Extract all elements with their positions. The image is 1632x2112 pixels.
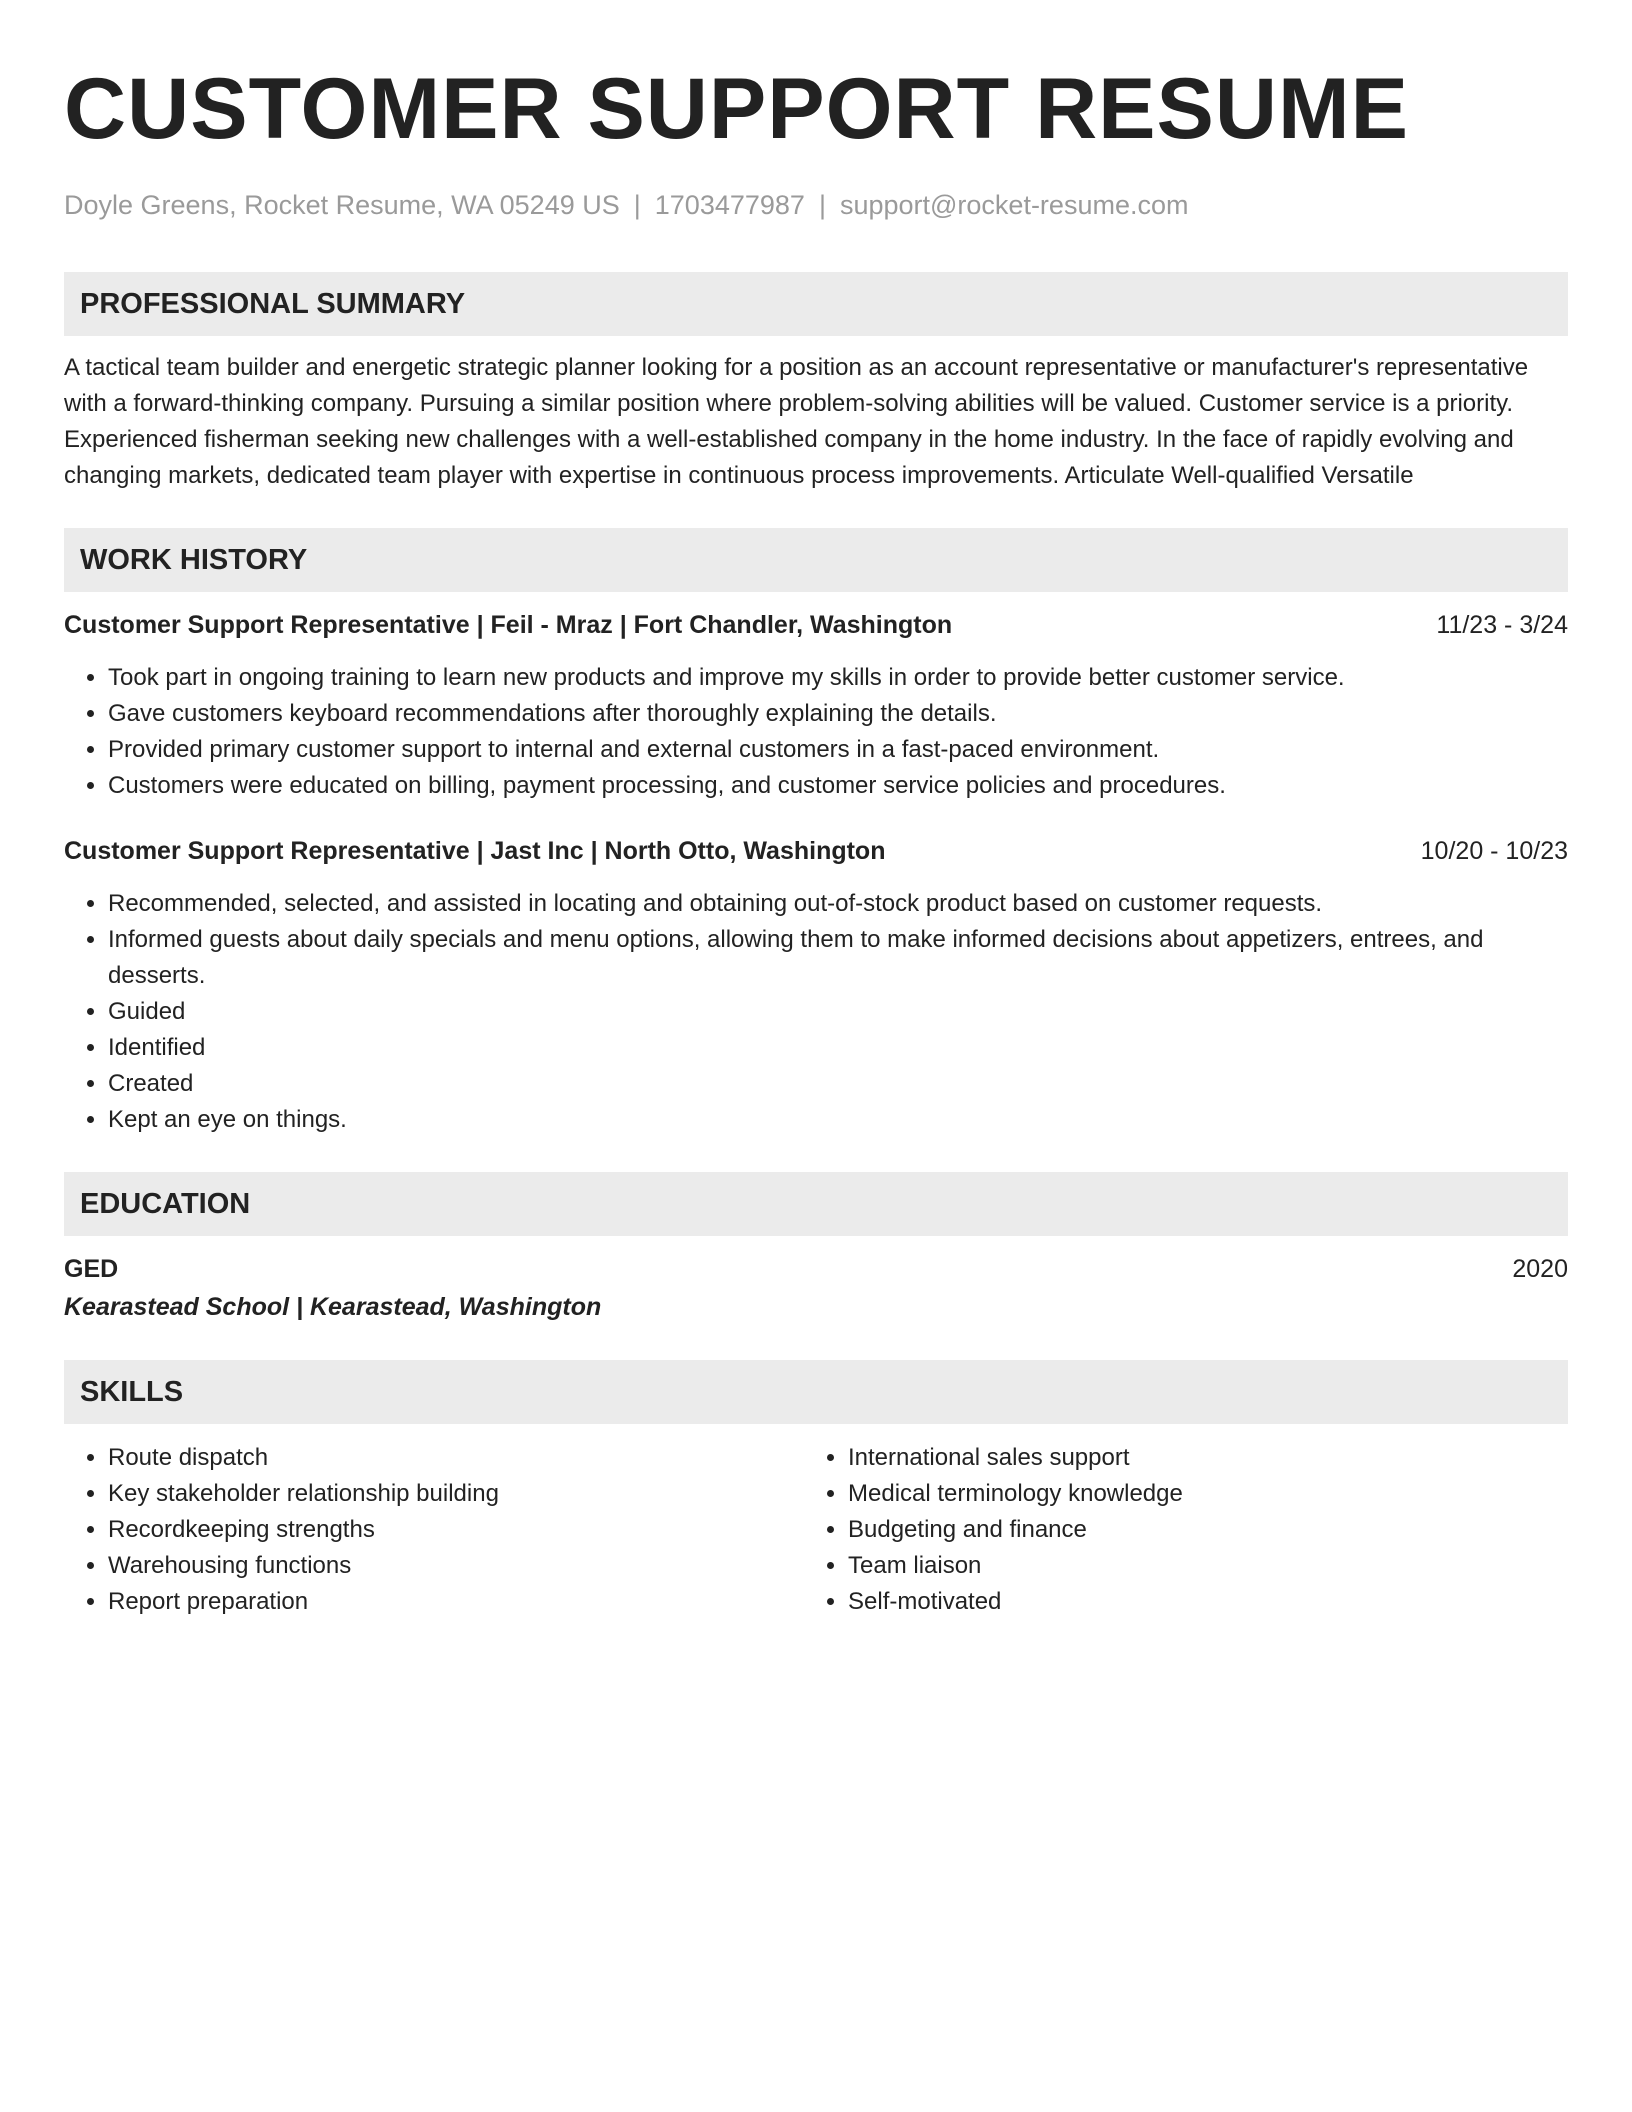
job-bullet: • Took part in ongoing training to learn new products and improve my skills in order to provide better customer service. bbox=[108, 660, 1568, 696]
job-bullet: • Kept an eye on things. bbox=[108, 1102, 1568, 1138]
job-bullet: • Guided bbox=[108, 994, 1568, 1030]
skills-column-right bbox=[804, 1440, 1544, 1620]
job-bullet: • Created bbox=[108, 1066, 1568, 1102]
job-bullet: • Gave customers keyboard recommendations after thoroughly explaining the details. bbox=[108, 696, 1568, 732]
job-title: Customer Support Representative | Feil - Mraz | Fort Chandler, Washington bbox=[64, 611, 953, 639]
education-heading: EDUCATION bbox=[64, 1172, 1568, 1236]
resume-title: CUSTOMER SUPPORT RESUME bbox=[64, 61, 1409, 157]
education-row bbox=[64, 1252, 1568, 1286]
job-entry bbox=[64, 608, 1568, 804]
education-school: Kearastead School | Kearastead, Washington bbox=[64, 1293, 602, 1321]
skill-item: • Warehousing functions bbox=[108, 1548, 804, 1584]
skill-item: • International sales support bbox=[848, 1440, 1544, 1476]
skill-item: • Route dispatch bbox=[108, 1440, 804, 1476]
skills-heading: SKILLS bbox=[64, 1360, 1568, 1424]
skill-item: • Recordkeeping strengths bbox=[108, 1512, 804, 1548]
skill-item: • Budgeting and finance bbox=[848, 1512, 1544, 1548]
job-entry bbox=[64, 834, 1568, 1138]
skills-column-left bbox=[64, 1440, 804, 1620]
job-dates: 10/20 - 10/23 bbox=[1420, 837, 1568, 865]
job-bullets bbox=[64, 660, 1568, 804]
job-bullet: • Informed guests about daily specials and menu options, allowing them to make informed decisions about appetizers, entrees, and desserts. bbox=[108, 922, 1568, 994]
job-bullets bbox=[64, 886, 1568, 1138]
contact-separator: | bbox=[633, 190, 641, 220]
skills-list bbox=[64, 1440, 1568, 1620]
education-year: 2020 bbox=[1512, 1255, 1568, 1283]
skill-item: • Team liaison bbox=[848, 1548, 1544, 1584]
contact-separator: | bbox=[818, 190, 826, 220]
job-title: Customer Support Representative | Jast Inc | North Otto, Washington bbox=[64, 837, 886, 865]
skill-item: • Self-motivated bbox=[848, 1584, 1544, 1620]
contact-phone: 1703477987 bbox=[654, 190, 805, 220]
summary-heading: PROFESSIONAL SUMMARY bbox=[64, 272, 1568, 336]
contact-address: Doyle Greens, Rocket Resume, WA 05249 US bbox=[64, 190, 620, 220]
summary-text: A tactical team builder and energetic strategic planner looking for a position as an account representative or manufacturer's representative with a forward-thinking company. Pursuing a similar position where problem-solving abilities will be valued. Customer service is a priority. Experienced fisherman seeking new challenges with a well-established company in the home industry. In the face of rapidly evolving and changing markets, dedicated team player with expertise in continuous process improvements. Articulate Well-qualified Versatile bbox=[64, 354, 1529, 489]
job-dates: 11/23 - 3/24 bbox=[1436, 611, 1568, 639]
skill-item: • Key stakeholder relationship building bbox=[108, 1476, 804, 1512]
contact-line bbox=[64, 188, 1568, 222]
job-bullet: • Identified bbox=[108, 1030, 1568, 1066]
education-degree: GED bbox=[64, 1255, 119, 1283]
skill-item: • Medical terminology knowledge bbox=[848, 1476, 1544, 1512]
work-history-heading: WORK HISTORY bbox=[64, 528, 1568, 592]
job-header bbox=[64, 834, 1568, 868]
skill-item: • Report preparation bbox=[108, 1584, 804, 1620]
job-bullet: • Customers were educated on billing, payment processing, and customer service policies and procedures. bbox=[108, 768, 1568, 804]
contact-email: support@rocket-resume.com bbox=[839, 190, 1189, 220]
job-bullet: • Provided primary customer support to internal and external customers in a fast-paced environment. bbox=[108, 732, 1568, 768]
job-bullet: • Recommended, selected, and assisted in locating and obtaining out-of-stock product based on customer requests. bbox=[108, 886, 1568, 922]
job-header bbox=[64, 608, 1568, 642]
